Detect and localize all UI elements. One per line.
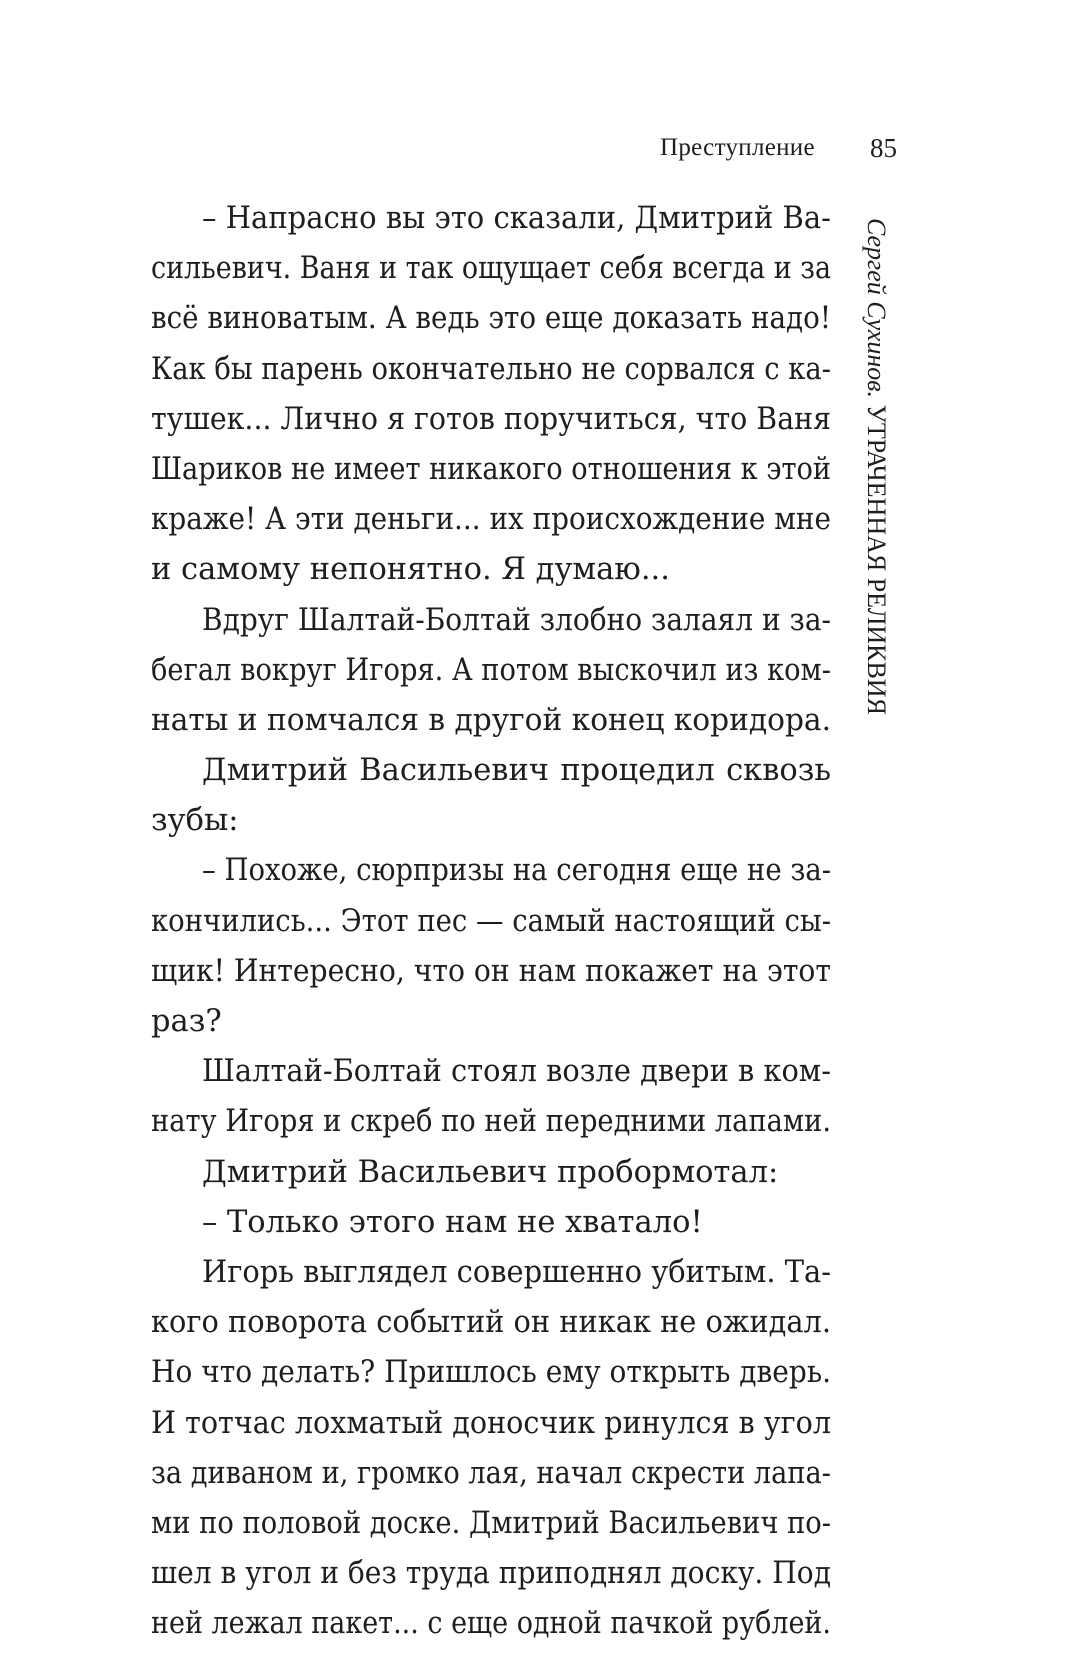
text-line: за диваном и, громко лая, начал скрести лапа- <box>151 1455 831 1491</box>
text-line: И тотчас лохматый доносчик ринулся в угол <box>151 1405 831 1441</box>
side-title-author: Сергей Сухинов. <box>862 218 891 399</box>
page-number: 85 <box>870 133 897 163</box>
text-line: нату Игоря и скреб по ней передними лапами. <box>151 1104 831 1140</box>
text-line: раз? <box>151 1004 222 1039</box>
text-line: ней лежал пакет... с еще одной пачкой рублей. <box>151 1606 831 1642</box>
text-line: зубы: <box>151 803 239 839</box>
text-line: сильевич. Ваня и так ощущает себя всегда и за <box>151 251 831 287</box>
text-line: наты и помчался в другой конец коридора. <box>151 702 831 738</box>
running-head-chapter-title: Преступление <box>660 134 815 161</box>
text-line: и самому непонятно. Я думаю... <box>151 552 670 588</box>
text-line: – Только этого нам не хватало! <box>202 1204 703 1240</box>
text-line: всё виноватым. А ведь это еще доказать надо! <box>151 301 831 337</box>
text-line: Но что делать? Пришлось ему открыть дверь. <box>151 1355 831 1391</box>
text-line: шел в угол и без труда приподнял доску. Под <box>151 1556 831 1592</box>
text-line: Игорь выглядел совершенно убитым. Та- <box>202 1254 831 1290</box>
text-line: бегал вокруг Игоря. А потом выскочил из ком- <box>151 652 831 688</box>
text-line: – Похоже, сюрпризы на сегодня еще не за- <box>202 853 831 889</box>
side-title-book: УТРАЧЕННАЯ РЕЛИКВИЯ <box>862 404 891 715</box>
text-line: кончились... Этот пес — самый настоящий сы- <box>151 903 831 939</box>
text-line: – Напрасно вы это сказали, Дмитрий Ва- <box>202 201 831 236</box>
text-line: Шалтай-Болтай стоял возле двери в ком- <box>202 1054 831 1090</box>
text-line: Дмитрий Васильевич пробормотал: <box>202 1154 779 1190</box>
text-line: краже! А эти деньги... их происхождение мне <box>151 502 831 538</box>
text-line: Шариков не имеет никакого отношения к этой <box>151 451 831 487</box>
text-line: кого поворота событий он никак не ожидал. <box>151 1305 831 1341</box>
text-line: Вдруг Шалтай-Болтай злобно залаял и за- <box>202 602 831 638</box>
text-line: Как бы парень окончательно не сорвался с ка- <box>151 351 831 387</box>
text-line: щик! Интересно, что он нам покажет на этот <box>151 953 831 989</box>
text-line: тушек... Лично я готов поручиться, что Ваня <box>151 401 831 437</box>
text-line: Дмитрий Васильевич процедил сквозь <box>202 753 831 789</box>
text-line: ми по половой доске. Дмитрий Васильевич по- <box>151 1505 831 1541</box>
body-text <box>151 194 831 1649</box>
